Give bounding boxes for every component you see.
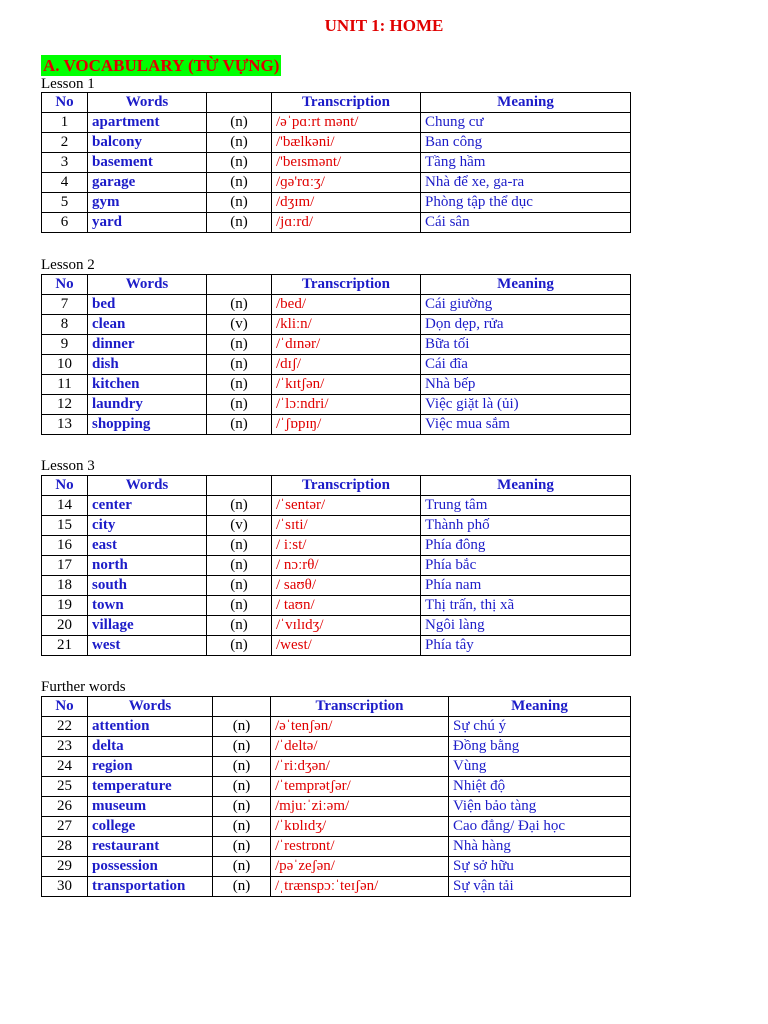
row-meaning: Sự vận tải bbox=[449, 877, 631, 897]
table-row bbox=[42, 777, 631, 797]
row-word: gym bbox=[88, 193, 207, 213]
row-pos: (n) bbox=[213, 817, 271, 837]
row-no: 18 bbox=[42, 576, 88, 596]
row-transcription: /jɑːrd/ bbox=[272, 213, 421, 233]
row-no: 13 bbox=[42, 415, 88, 435]
row-pos: (n) bbox=[213, 797, 271, 817]
row-word: transportation bbox=[88, 877, 213, 897]
row-word: yard bbox=[88, 213, 207, 233]
table-row bbox=[42, 213, 631, 233]
row-no: 5 bbox=[42, 193, 88, 213]
row-pos: (n) bbox=[213, 717, 271, 737]
row-meaning: Bữa tối bbox=[421, 335, 631, 355]
row-meaning: Sự sở hữu bbox=[449, 857, 631, 877]
row-meaning: Trung tâm bbox=[421, 496, 631, 516]
table-row bbox=[42, 173, 631, 193]
table-row bbox=[42, 717, 631, 737]
row-transcription: / nɔːrθ/ bbox=[272, 556, 421, 576]
lesson-label: Lesson 1 bbox=[41, 76, 95, 92]
page-title: UNIT 1: HOME bbox=[324, 16, 444, 35]
row-transcription: /ɡə'rɑːʒ/ bbox=[272, 173, 421, 193]
table-row bbox=[42, 496, 631, 516]
row-word: north bbox=[88, 556, 207, 576]
row-meaning: Nhà để xe, ga-ra bbox=[421, 173, 631, 193]
table-row bbox=[42, 193, 631, 213]
row-transcription: /ˈlɔːndri/ bbox=[272, 395, 421, 415]
row-word: dish bbox=[88, 355, 207, 375]
row-transcription: /west/ bbox=[272, 636, 421, 656]
row-transcription: / saʊθ/ bbox=[272, 576, 421, 596]
table-row bbox=[42, 415, 631, 435]
row-pos: (n) bbox=[207, 173, 272, 193]
row-no: 27 bbox=[42, 817, 88, 837]
row-word: shopping bbox=[88, 415, 207, 435]
row-word: west bbox=[88, 636, 207, 656]
row-word: center bbox=[88, 496, 207, 516]
section-heading: A. VOCABULARY (TỪ VỰNG) bbox=[43, 56, 280, 75]
col-header-no: No bbox=[42, 697, 88, 717]
row-word: balcony bbox=[88, 133, 207, 153]
row-word: possession bbox=[88, 857, 213, 877]
col-header-transcription: Transcription bbox=[272, 275, 421, 295]
table-row bbox=[42, 315, 631, 335]
row-meaning: Cái sân bbox=[421, 213, 631, 233]
col-header-transcription: Transcription bbox=[272, 93, 421, 113]
row-transcription: / taʊn/ bbox=[272, 596, 421, 616]
table-row bbox=[42, 536, 631, 556]
row-transcription: /əˈpɑːrt mənt/ bbox=[272, 113, 421, 133]
table-row bbox=[42, 556, 631, 576]
row-meaning: Vùng bbox=[449, 757, 631, 777]
row-pos: (n) bbox=[207, 395, 272, 415]
table-row bbox=[42, 797, 631, 817]
row-word: region bbox=[88, 757, 213, 777]
row-no: 15 bbox=[42, 516, 88, 536]
row-transcription: /ˈrestrɒnt/ bbox=[271, 837, 449, 857]
col-header-transcription: Transcription bbox=[272, 476, 421, 496]
row-no: 30 bbox=[42, 877, 88, 897]
row-transcription: /əˈtenʃən/ bbox=[271, 717, 449, 737]
row-word: village bbox=[88, 616, 207, 636]
row-no: 12 bbox=[42, 395, 88, 415]
row-meaning: Đồng bằng bbox=[449, 737, 631, 757]
col-header-words: Words bbox=[88, 476, 207, 496]
row-meaning: Thành phố bbox=[421, 516, 631, 536]
row-meaning: Nhà hàng bbox=[449, 837, 631, 857]
table-row bbox=[42, 395, 631, 415]
row-meaning: Phía tây bbox=[421, 636, 631, 656]
row-transcription: /'beɪsmənt/ bbox=[272, 153, 421, 173]
row-transcription: /kliːn/ bbox=[272, 315, 421, 335]
row-meaning: Ban công bbox=[421, 133, 631, 153]
row-no: 8 bbox=[42, 315, 88, 335]
row-pos: (n) bbox=[207, 153, 272, 173]
lesson-label: Lesson 2 bbox=[41, 257, 95, 273]
vocab-table-lesson-2 bbox=[41, 274, 631, 435]
table-header-row bbox=[42, 476, 631, 496]
row-no: 23 bbox=[42, 737, 88, 757]
row-transcription: /ˈvɪlɪdʒ/ bbox=[272, 616, 421, 636]
table-header-row bbox=[42, 93, 631, 113]
row-transcription: /mjuːˈziːəm/ bbox=[271, 797, 449, 817]
col-header-pos bbox=[207, 93, 272, 113]
row-transcription: /pəˈzeʃən/ bbox=[271, 857, 449, 877]
row-no: 22 bbox=[42, 717, 88, 737]
row-pos: (n) bbox=[207, 576, 272, 596]
col-header-meaning: Meaning bbox=[449, 697, 631, 717]
row-no: 3 bbox=[42, 153, 88, 173]
row-pos: (n) bbox=[213, 837, 271, 857]
row-word: kitchen bbox=[88, 375, 207, 395]
row-meaning: Viện bảo tàng bbox=[449, 797, 631, 817]
row-meaning: Tầng hầm bbox=[421, 153, 631, 173]
table-header-row bbox=[42, 275, 631, 295]
col-header-no: No bbox=[42, 476, 88, 496]
row-word: clean bbox=[88, 315, 207, 335]
row-no: 21 bbox=[42, 636, 88, 656]
row-no: 9 bbox=[42, 335, 88, 355]
row-meaning: Thị trấn, thị xã bbox=[421, 596, 631, 616]
row-no: 2 bbox=[42, 133, 88, 153]
row-transcription: /ˈkɪtʃən/ bbox=[272, 375, 421, 395]
col-header-no: No bbox=[42, 275, 88, 295]
table-row bbox=[42, 737, 631, 757]
row-meaning: Phía bắc bbox=[421, 556, 631, 576]
table-row bbox=[42, 133, 631, 153]
row-no: 19 bbox=[42, 596, 88, 616]
row-word: laundry bbox=[88, 395, 207, 415]
table-row bbox=[42, 877, 631, 897]
row-pos: (n) bbox=[207, 536, 272, 556]
row-transcription: /ˌtrænspɔːˈteɪʃən/ bbox=[271, 877, 449, 897]
row-pos: (n) bbox=[213, 877, 271, 897]
row-meaning: Nhà bếp bbox=[421, 375, 631, 395]
col-header-transcription: Transcription bbox=[271, 697, 449, 717]
vocab-table-lesson-1 bbox=[41, 92, 631, 233]
row-transcription: /ˈriːdʒən/ bbox=[271, 757, 449, 777]
row-transcription: /ˈtemprətʃər/ bbox=[271, 777, 449, 797]
row-word: museum bbox=[88, 797, 213, 817]
row-no: 6 bbox=[42, 213, 88, 233]
row-no: 26 bbox=[42, 797, 88, 817]
row-meaning: Nhiệt độ bbox=[449, 777, 631, 797]
table-row bbox=[42, 616, 631, 636]
row-meaning: Cái giường bbox=[421, 295, 631, 315]
lesson-label: Lesson 3 bbox=[41, 458, 95, 474]
row-pos: (n) bbox=[207, 335, 272, 355]
lesson-label: Further words bbox=[41, 679, 126, 695]
row-word: temperature bbox=[88, 777, 213, 797]
row-word: basement bbox=[88, 153, 207, 173]
row-transcription: /ˈsentər/ bbox=[272, 496, 421, 516]
row-pos: (n) bbox=[207, 415, 272, 435]
vocab-table-lesson-3 bbox=[41, 475, 631, 656]
row-word: restaurant bbox=[88, 837, 213, 857]
row-meaning: Ngôi làng bbox=[421, 616, 631, 636]
row-transcription: /ˈsɪti/ bbox=[272, 516, 421, 536]
row-pos: (n) bbox=[213, 777, 271, 797]
row-no: 1 bbox=[42, 113, 88, 133]
row-pos: (v) bbox=[207, 516, 272, 536]
col-header-meaning: Meaning bbox=[421, 476, 631, 496]
vocab-table-further-words bbox=[41, 696, 631, 897]
table-row bbox=[42, 355, 631, 375]
table-header-row bbox=[42, 697, 631, 717]
row-pos: (n) bbox=[213, 857, 271, 877]
row-word: city bbox=[88, 516, 207, 536]
row-meaning: Chung cư bbox=[421, 113, 631, 133]
row-transcription: /bed/ bbox=[272, 295, 421, 315]
row-word: apartment bbox=[88, 113, 207, 133]
row-word: east bbox=[88, 536, 207, 556]
row-pos: (v) bbox=[207, 315, 272, 335]
table-row bbox=[42, 295, 631, 315]
col-header-words: Words bbox=[88, 275, 207, 295]
row-pos: (n) bbox=[207, 616, 272, 636]
table-row bbox=[42, 113, 631, 133]
row-word: delta bbox=[88, 737, 213, 757]
row-pos: (n) bbox=[207, 496, 272, 516]
row-meaning: Sự chú ý bbox=[449, 717, 631, 737]
row-meaning: Cái đĩa bbox=[421, 355, 631, 375]
row-meaning: Phía nam bbox=[421, 576, 631, 596]
table-row bbox=[42, 516, 631, 536]
row-pos: (n) bbox=[207, 113, 272, 133]
row-word: bed bbox=[88, 295, 207, 315]
row-word: dinner bbox=[88, 335, 207, 355]
table-row bbox=[42, 757, 631, 777]
row-no: 10 bbox=[42, 355, 88, 375]
row-meaning: Cao đẳng/ Đại học bbox=[449, 817, 631, 837]
row-no: 24 bbox=[42, 757, 88, 777]
row-no: 14 bbox=[42, 496, 88, 516]
col-header-meaning: Meaning bbox=[421, 93, 631, 113]
row-transcription: /ˈdɪnər/ bbox=[272, 335, 421, 355]
row-pos: (n) bbox=[207, 636, 272, 656]
row-pos: (n) bbox=[207, 355, 272, 375]
row-no: 29 bbox=[42, 857, 88, 877]
row-no: 28 bbox=[42, 837, 88, 857]
row-pos: (n) bbox=[207, 596, 272, 616]
row-word: garage bbox=[88, 173, 207, 193]
row-word: attention bbox=[88, 717, 213, 737]
col-header-no: No bbox=[42, 93, 88, 113]
row-transcription: /'bælkəni/ bbox=[272, 133, 421, 153]
col-header-pos bbox=[207, 476, 272, 496]
row-meaning: Việc mua sắm bbox=[421, 415, 631, 435]
row-meaning: Phía đông bbox=[421, 536, 631, 556]
row-word: town bbox=[88, 596, 207, 616]
table-row bbox=[42, 153, 631, 173]
row-meaning: Dọn dẹp, rửa bbox=[421, 315, 631, 335]
table-row bbox=[42, 375, 631, 395]
row-no: 20 bbox=[42, 616, 88, 636]
row-pos: (n) bbox=[207, 193, 272, 213]
row-transcription: /ˈʃɒpɪŋ/ bbox=[272, 415, 421, 435]
row-pos: (n) bbox=[213, 757, 271, 777]
row-no: 17 bbox=[42, 556, 88, 576]
row-transcription: / iːst/ bbox=[272, 536, 421, 556]
row-no: 16 bbox=[42, 536, 88, 556]
row-pos: (n) bbox=[207, 375, 272, 395]
row-transcription: /ˈkɒlɪdʒ/ bbox=[271, 817, 449, 837]
table-row bbox=[42, 837, 631, 857]
table-row bbox=[42, 636, 631, 656]
col-header-meaning: Meaning bbox=[421, 275, 631, 295]
table-row bbox=[42, 335, 631, 355]
row-pos: (n) bbox=[213, 737, 271, 757]
row-word: south bbox=[88, 576, 207, 596]
col-header-pos bbox=[207, 275, 272, 295]
row-pos: (n) bbox=[207, 133, 272, 153]
row-transcription: /ˈdeltə/ bbox=[271, 737, 449, 757]
col-header-words: Words bbox=[88, 697, 213, 717]
row-meaning: Phòng tập thể dục bbox=[421, 193, 631, 213]
row-no: 11 bbox=[42, 375, 88, 395]
row-pos: (n) bbox=[207, 295, 272, 315]
row-transcription: /dɪʃ/ bbox=[272, 355, 421, 375]
row-meaning: Việc giặt là (ủi) bbox=[421, 395, 631, 415]
row-pos: (n) bbox=[207, 213, 272, 233]
col-header-words: Words bbox=[88, 93, 207, 113]
row-no: 25 bbox=[42, 777, 88, 797]
row-pos: (n) bbox=[207, 556, 272, 576]
row-transcription: /dʒɪm/ bbox=[272, 193, 421, 213]
col-header-pos bbox=[213, 697, 271, 717]
table-row bbox=[42, 596, 631, 616]
table-row bbox=[42, 817, 631, 837]
table-row bbox=[42, 576, 631, 596]
row-word: college bbox=[88, 817, 213, 837]
row-no: 7 bbox=[42, 295, 88, 315]
row-no: 4 bbox=[42, 173, 88, 193]
table-row bbox=[42, 857, 631, 877]
